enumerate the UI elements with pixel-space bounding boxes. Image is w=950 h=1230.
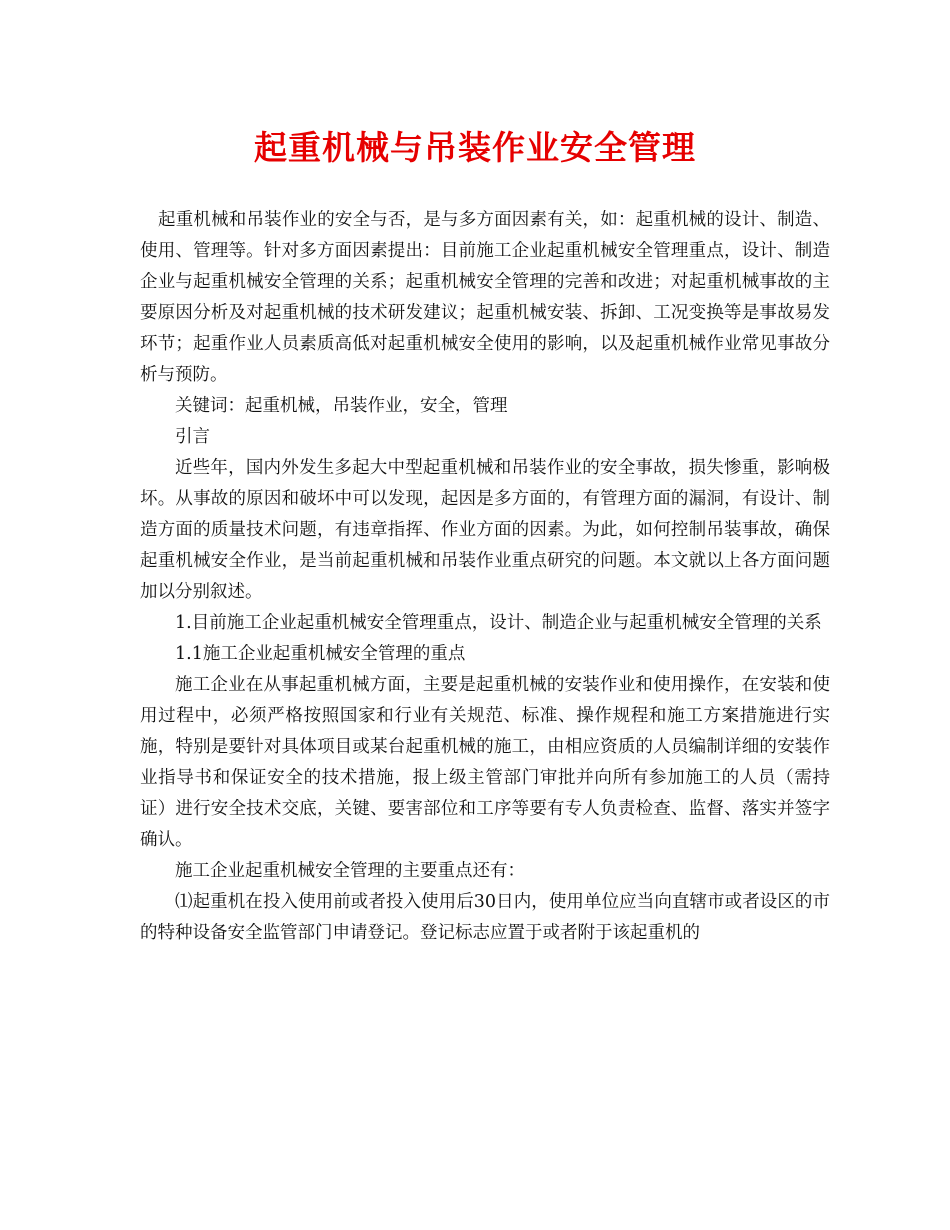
document-body [140, 205, 830, 949]
document-title: 起重机械与吊装作业安全管理 [254, 128, 696, 167]
section-1-1-paragraph: 施工企业在从事起重机械方面，主要是起重机械的安装作业和使用操作，在安装和使用过程中，必须严格按照国家和行业有关规范、标准、操作规程和施工方案措施进行实施，特别是要针对具体项目或某台起重机械的施工，由相应资质的人员编制详细的安装作业指导书和保证安全的技术措施，报上级主管部门审批并向所有参加施工的人员（需持证）进行安全技术交底，关键、要害部位和工序等要有专人负责检查、监督、落实并签字确认。 [140, 675, 830, 850]
abstract-paragraph: 起重机械和吊装作业的安全与否，是与多方面因素有关，如：起重机械的设计、制造、使用、管理等。针对多方面因素提出：目前施工企业起重机械安全管理重点，设计、制造企业与起重机械安全管理的关系；起重机械安全管理的完善和改进；对起重机械事故的主要原因分析及对起重机械的技术研发建议；起重机械安装、拆卸、工况变换等是事故易发环节；起重作业人员素质高低对起重机械安全使用的影响，以及起重机械作业常见事故分析与预防。 [140, 210, 830, 385]
keywords-paragraph: 关键词：起重机械，吊装作业，安全，管理 [175, 396, 508, 416]
key-point-1-paragraph: ⑴起重机在投入使用前或者投入使用后30日内，使用单位应当向直辖市或者设区的市的特种设备安全监管部门申请登记。登记标志应置于或者附于该起重机的 [140, 892, 830, 943]
key-points-intro-paragraph: 施工企业起重机械安全管理的主要重点还有： [175, 861, 525, 881]
section-heading-1: 1.目前施工企业起重机械安全管理重点，设计、制造企业与起重机械安全管理的关系 [175, 613, 822, 633]
section-heading-introduction: 引言 [175, 427, 210, 447]
introduction-paragraph: 近些年，国内外发生多起大中型起重机械和吊装作业的安全事故，损失惨重，影响极坏。从事故的原因和破坏中可以发现，起因是多方面的，有管理方面的漏洞，有设计、制造方面的质量技术问题，有违章指挥、作业方面的因素。为此，如何控制吊装事故，确保起重机械安全作业，是当前起重机械和吊装作业重点研究的问题。本文就以上各方面问题加以分别叙述。 [140, 458, 830, 602]
section-heading-1-1: 1.1施工企业起重机械安全管理的重点 [175, 644, 466, 664]
